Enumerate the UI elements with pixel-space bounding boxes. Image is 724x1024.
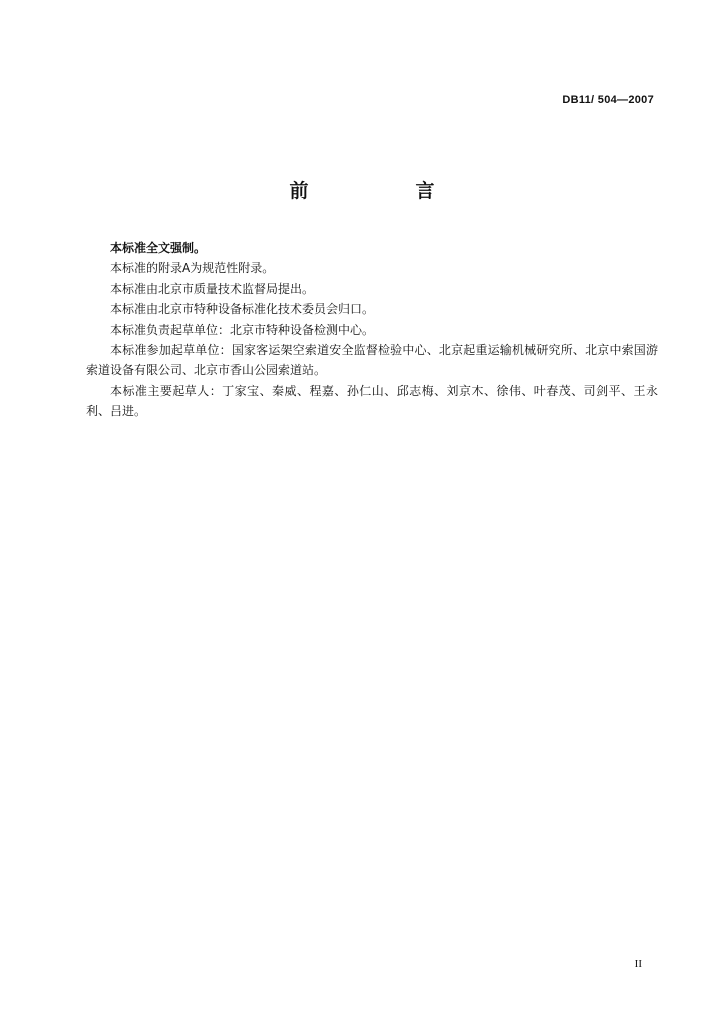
paragraph-mandatory-statement: 本标准全文强制。: [110, 241, 207, 255]
paragraph-proposer: 本标准由北京市质量技术监督局提出。: [110, 281, 315, 296]
paragraph-appendix: 本标准的附录A为规范性附录。: [110, 261, 275, 276]
paragraph-participating-drafters: 本标准参加起草单位：国家客运架空索道安全监督检验中心、北京起重运输机械研究所、北京中索国游索道设备有限公司、北京市香山公园索道站。: [86, 343, 658, 378]
paragraph-main-drafters: 本标准主要起草人：丁家宝、秦威、程嘉、孙仁山、邱志梅、刘京木、徐伟、叶春茂、司剑平、王永利、吕进。: [86, 383, 658, 419]
paragraph-lead-drafter: 本标准负责起草单位：北京市特种设备检测中心。: [110, 322, 375, 337]
page-number: II: [634, 958, 642, 970]
foreword-body: [86, 238, 658, 422]
paragraph-committee: 本标准由北京市特种设备标准化技术委员会归口。: [110, 302, 375, 317]
page-title: 前 言: [289, 180, 479, 202]
standard-code: DB11/ 504—2007: [562, 94, 654, 106]
